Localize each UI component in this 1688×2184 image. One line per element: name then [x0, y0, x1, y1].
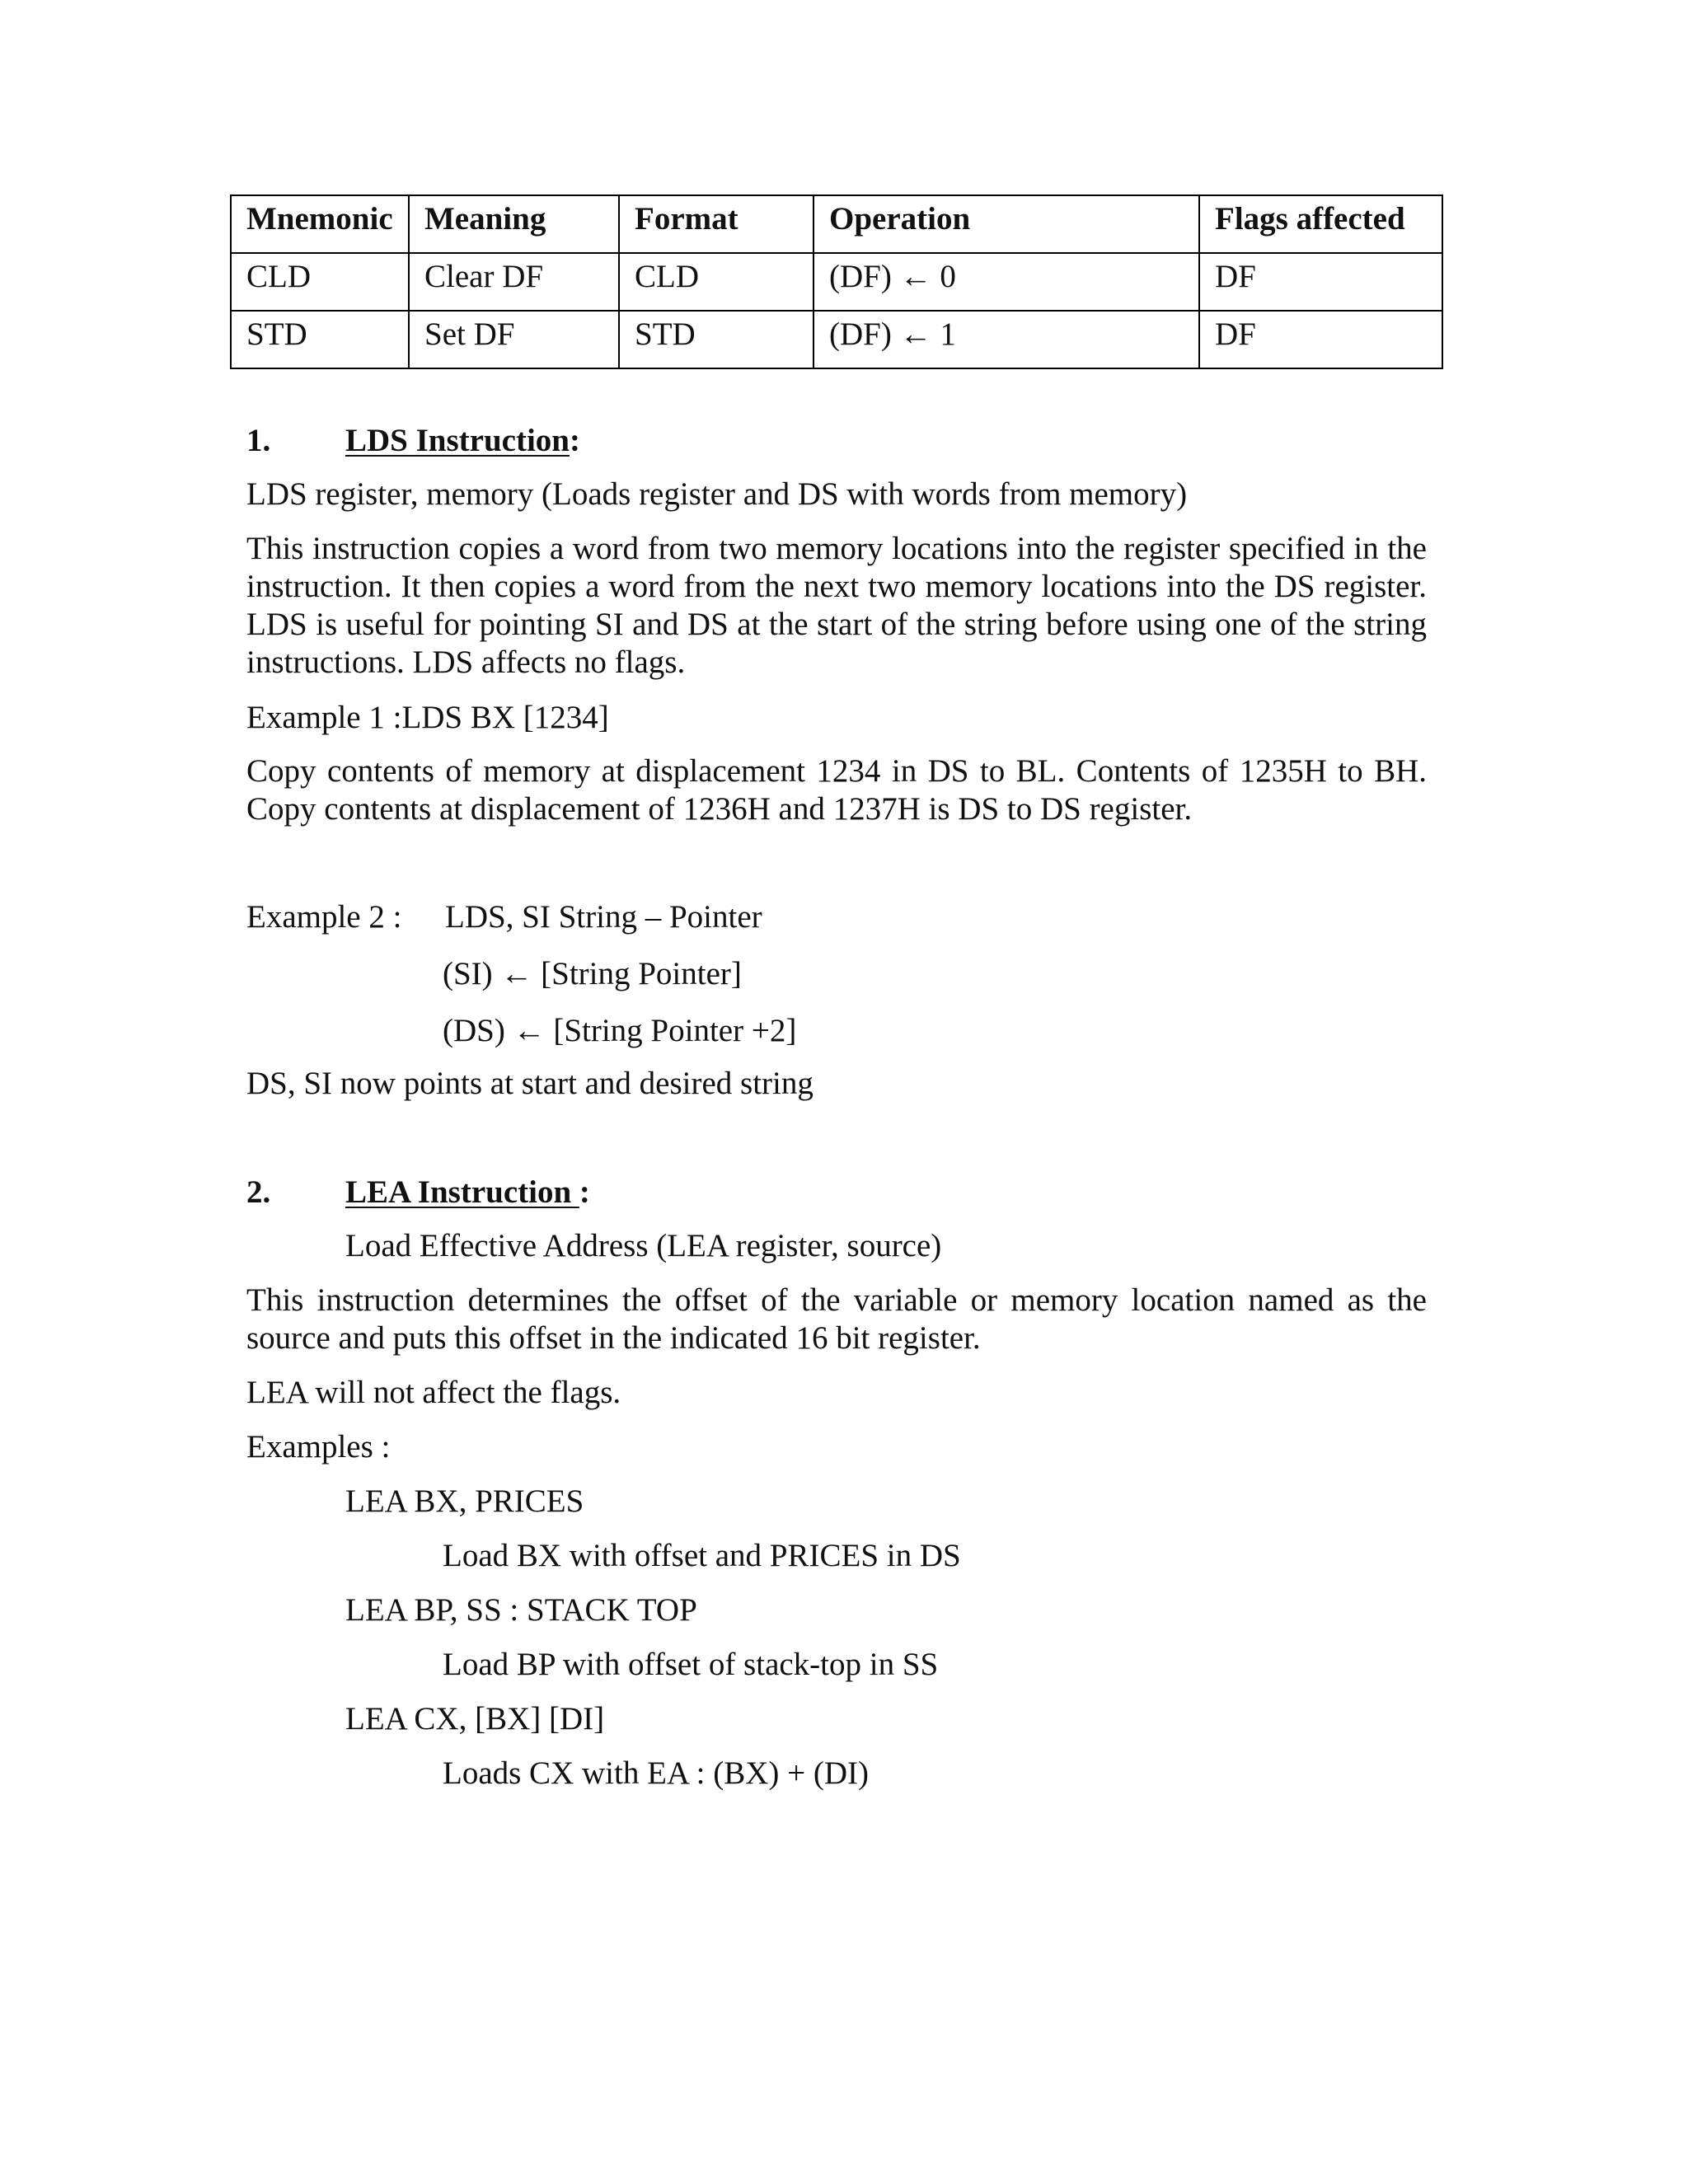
- lea-note: LEA will not affect the flags.: [246, 1375, 621, 1410]
- lds-syntax: LDS register, memory (Loads register and DS with words from memory): [246, 476, 1188, 512]
- table-cell: DF: [1199, 311, 1442, 368]
- lea-example-code: LEA BP, SS : STACK TOP: [345, 1592, 697, 1628]
- table-cell: STD: [619, 311, 814, 368]
- table-cell: (DF) ← 0: [814, 253, 1199, 311]
- table-header-cell: Mnemonic: [231, 195, 409, 253]
- lea-example-code: LEA CX, [BX] [DI]: [345, 1701, 605, 1736]
- table-header-cell: Meaning: [409, 195, 619, 253]
- direction-flag-table: [230, 194, 1443, 369]
- lea-description: This instruction determines the offset of the variable or memory location named as the source and puts this offset in the indicated 16 bit register.: [246, 1282, 1427, 1356]
- lea-examples-label: Examples :: [246, 1429, 391, 1465]
- table-cell: Set DF: [409, 311, 619, 368]
- table-header-cell: Operation: [814, 195, 1199, 253]
- table-row: [231, 311, 1442, 368]
- section-title-suffix: :: [569, 423, 580, 458]
- lds-example-1: Example 1 :LDS BX [1234]: [246, 700, 609, 735]
- lds-description: This instruction copies a word from two memory locations into the register specified in the instruction. It then copies a word from the next two memory locations into the DS register. LDS is useful for pointing SI and DS at the start of the string before using one of the string instructions. LDS affects no flags.: [246, 531, 1427, 680]
- table-header-row: [231, 195, 1442, 253]
- lds-example-2-note: DS, SI now points at start and desired string: [246, 1066, 814, 1101]
- table-cell: (DF) ← 1: [814, 311, 1199, 368]
- table-cell: Clear DF: [409, 253, 619, 311]
- section-number: 2.: [246, 1174, 271, 1210]
- table-header-cell: Format: [619, 195, 814, 253]
- section-number: 1.: [246, 423, 271, 458]
- lds-example-2-line: (SI) ← [String Pointer]: [443, 956, 742, 991]
- section-title-suffix: :: [579, 1174, 590, 1210]
- lea-example-code: LEA BX, PRICES: [345, 1483, 584, 1519]
- table-row: [231, 253, 1442, 311]
- lea-example-description: Load BX with offset and PRICES in DS: [443, 1538, 961, 1573]
- table-cell: STD: [231, 311, 409, 368]
- lea-example-description: Load BP with offset of stack-top in SS: [443, 1647, 939, 1682]
- section-heading: [345, 1174, 590, 1212]
- lds-example-2-label: Example 2 :: [246, 899, 402, 935]
- section-heading: [345, 422, 580, 460]
- lds-example-2-code: LDS, SI String – Pointer: [445, 899, 762, 935]
- table-cell: DF: [1199, 253, 1442, 311]
- lds-example-2-line: (DS) ← [String Pointer +2]: [443, 1013, 797, 1048]
- lea-syntax: Load Effective Address (LEA register, source): [345, 1228, 942, 1263]
- table-cell: CLD: [619, 253, 814, 311]
- lds-example-1-description: Copy contents of memory at displacement 1234 in DS to BL. Contents of 1235H to BH. Copy contents at displacement of 1236H and 1237H is DS to DS register.: [246, 753, 1427, 827]
- lea-example-description: Loads CX with EA : (BX) + (DI): [443, 1755, 870, 1791]
- table-cell: CLD: [231, 253, 409, 311]
- section-title: LDS Instruction: [345, 423, 570, 458]
- section-title: LEA Instruction: [345, 1174, 579, 1210]
- table-header-cell: Flags affected: [1199, 195, 1442, 253]
